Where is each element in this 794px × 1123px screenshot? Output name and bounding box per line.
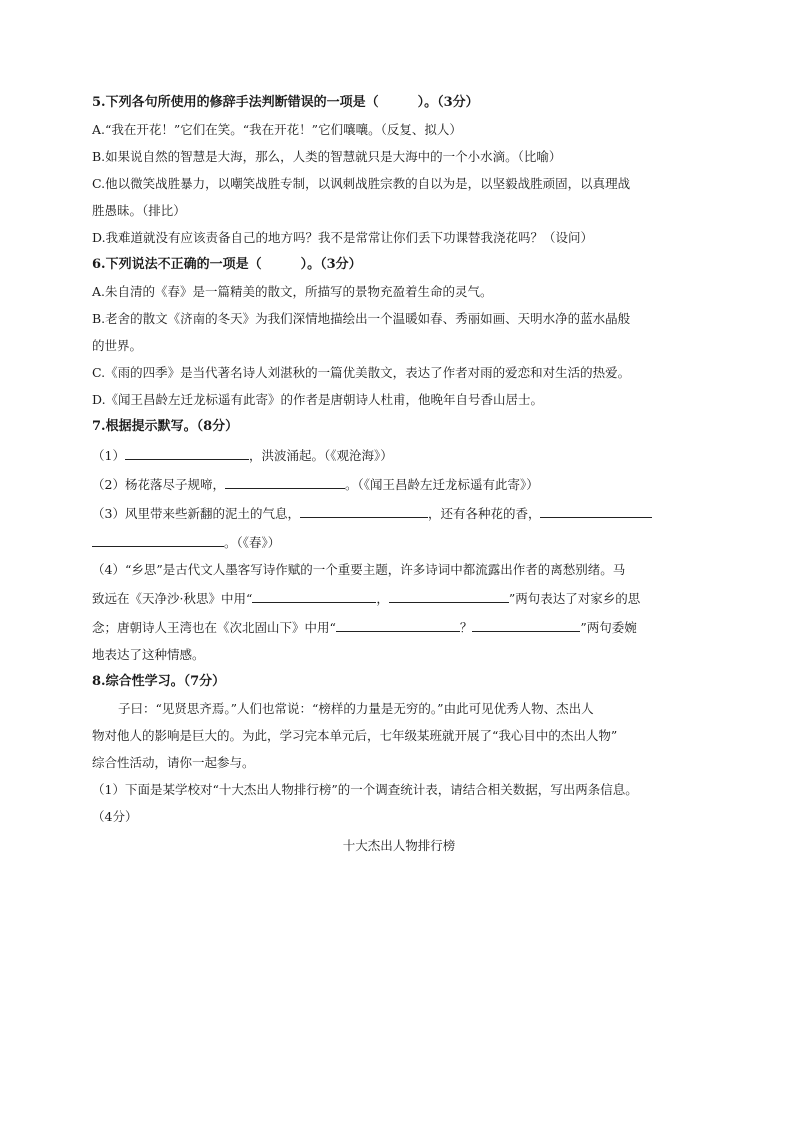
q7-item-4-line4: 地表达了这种情感。 (92, 647, 205, 662)
q7-item-4-text: ”两句委婉 (580, 620, 637, 635)
q6-option-d: D.《闻王昌龄左迁龙标遥有此寄》的作者是唐朝诗人杜甫，他晚年自号香山居士。 (92, 392, 544, 407)
q8-paragraph-line2: 物对他人的影响是巨大的。为此，学习完本单元后，七年级某班就开展了“我心目中的杰出人物” (92, 728, 618, 743)
q7-item-4-text: ， (376, 591, 389, 606)
answer-blank[interactable] (225, 474, 345, 489)
q7-item-4-text: 念；唐朝诗人王湾也在《次北固山下》中用“ (92, 620, 336, 635)
q7-item-4-line2 (92, 588, 706, 608)
q7-item-4-line3 (92, 617, 706, 637)
q8-paragraph-line3: 综合性活动，请你一起参与。 (92, 755, 255, 770)
q7-item-2-prefix: （2）杨花落尽子规啼， (92, 477, 225, 492)
answer-blank[interactable] (300, 503, 428, 518)
q5-option-a: A.“我在开花！”它们在笑。“我在开花！”它们嚷嚷。（反复、拟人） (92, 122, 462, 137)
q6-option-c: C.《雨的四季》是当代著名诗人刘湛秋的一篇优美散文，表达了作者对雨的爱恋和对生活的热爱。 (92, 365, 631, 380)
q6-option-a: A.朱自清的《春》是一篇精美的散文，所描写的景物充盈着生命的灵气。 (92, 284, 493, 299)
answer-blank[interactable] (92, 532, 224, 547)
q7-item-4-text: ？ (459, 620, 473, 635)
q7-item-4-text: ”两句表达了对家乡的思 (508, 591, 641, 606)
q8-sub1-line2: （4分） (92, 809, 138, 824)
q7-item-3-prefix: （3）风里带来些新翻的泥土的气息， (92, 506, 300, 521)
q5-option-d: D.我难道就没有应该责备自己的地方吗？我不是常常让你们丢下功课替我浇花吗？（设问） (92, 230, 594, 245)
q7-item-4-line1: （4）“乡思”是古代文人墨客写诗作赋的一个重要主题，许多诗词中都流露出作者的离愁别绪。马 (92, 562, 626, 577)
q5-option-b: B.如果说自然的智慧是大海，那么，人类的智慧就只是大海中的一个小水滴。（比喻） (92, 149, 562, 164)
question-8-title: 8.综合性学习。（7分） (92, 674, 226, 689)
q7-item-2-suffix: 。（《闻王昌龄左迁龙标遥有此寄》） (344, 477, 539, 492)
table-caption: 十大杰出人物排行榜 (342, 838, 456, 853)
question-5-title: 5.下列各句所使用的修辞手法判断错误的一项是（ ）。（3分） (92, 95, 479, 110)
q7-item-3-line2 (92, 532, 706, 552)
answer-blank[interactable] (125, 445, 249, 460)
q5-option-c-line1: C.他以微笑战胜暴力，以嘲笑战胜专制，以讽刺战胜宗教的自以为是，以坚毅战胜顽固，以真理战 (92, 176, 631, 191)
question-7-title: 7.根据提示默写。（8分） (92, 419, 239, 434)
q7-item-4-text: 致远在《天净沙·秋思》中用“ (92, 591, 253, 606)
q6-option-b-line2: 的世界。 (92, 338, 143, 353)
q8-paragraph-line1: 子曰：“见贤思齐焉。”人们也常说：“榜样的力量是无穷的。”由此可见优秀人物、杰出人 (118, 701, 594, 716)
q7-item-1-suffix: ，洪波涌起。（《观沧海》） (248, 448, 393, 463)
q7-item-3-middle: ，还有各种花的香， (427, 506, 541, 521)
answer-blank[interactable] (472, 617, 580, 632)
q7-item-3-line1 (92, 503, 706, 523)
answer-blank[interactable] (389, 588, 509, 603)
answer-blank[interactable] (252, 588, 376, 603)
q6-option-b-line1: B.老舍的散文《济南的冬天》为我们深情地描绘出一个温暖如春、秀丽如画、天明水净的蓝水晶般 (92, 311, 631, 326)
q7-item-1 (92, 445, 706, 465)
question-6-title: 6.下列说法不正确的一项是（ ）。（3分） (92, 257, 362, 272)
exam-page (92, 94, 706, 854)
q7-item-2 (92, 474, 706, 494)
q5-option-c-line2: 胜愚昧。（排比） (92, 203, 186, 218)
answer-blank[interactable] (540, 503, 652, 518)
q7-item-1-prefix: （1） (92, 448, 125, 463)
q7-item-3-suffix: 。（《春》） (224, 535, 281, 550)
answer-blank[interactable] (336, 617, 460, 632)
q8-sub1-line1: （1）下面是某学校对“十大杰出人物排行榜”的一个调查统计表，请结合相关数据，写出两条信息。 (92, 782, 638, 797)
